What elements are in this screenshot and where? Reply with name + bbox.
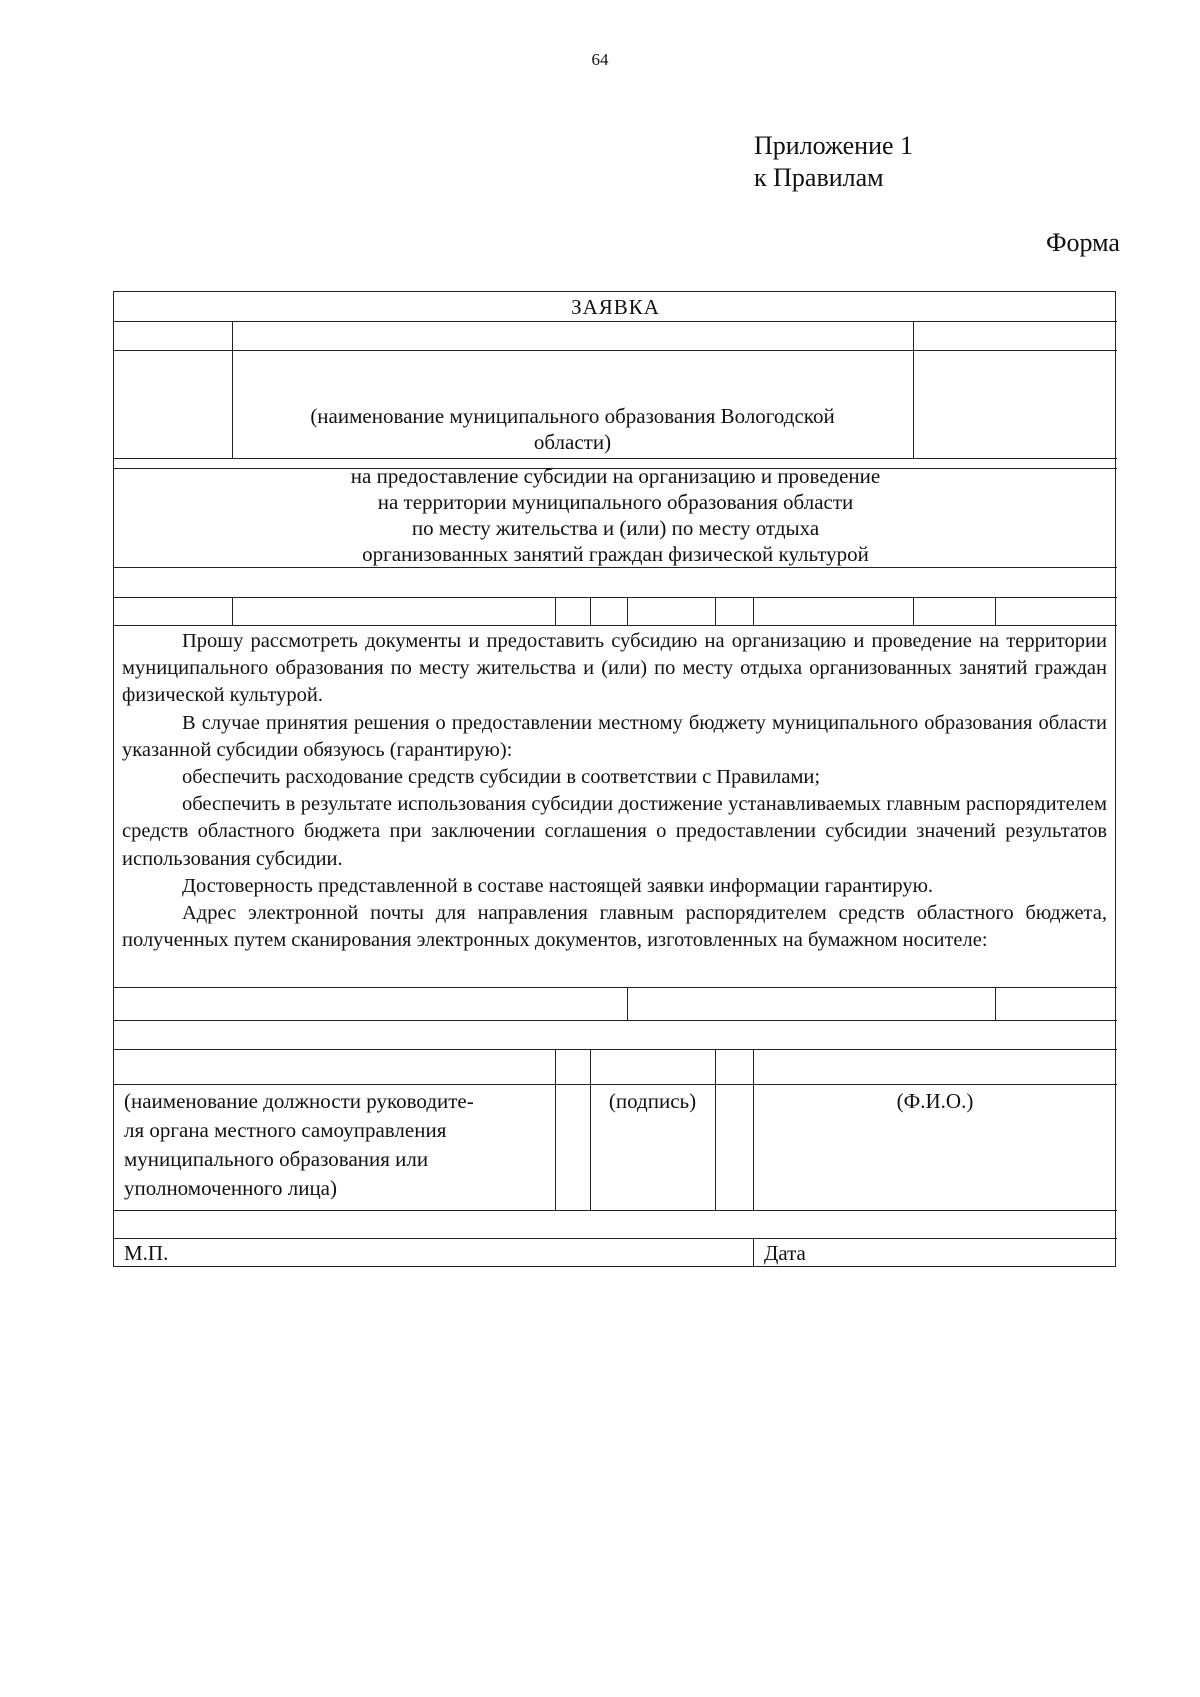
page-number: 64	[591, 50, 609, 69]
grid-line	[590, 1049, 591, 1210]
grid-line	[753, 597, 754, 625]
grid-line	[995, 987, 996, 1020]
position-caption-line-1: (наименование должности руководите-	[124, 1089, 474, 1113]
appendix-line-2: к Правилам	[754, 163, 884, 192]
full-name-caption: (Ф.И.О.)	[896, 1089, 974, 1113]
form-label: Форма	[1046, 228, 1120, 257]
purpose-line-1: на предоставление субсидии на организацию и проведение	[350, 464, 881, 488]
form-title: ЗАЯВКА	[571, 295, 660, 319]
grid-line	[114, 350, 1117, 351]
grid-line	[555, 597, 556, 625]
position-caption-line-2: ля органа местного самоуправления	[124, 1118, 447, 1142]
appendix-line-1: Приложение 1	[754, 131, 914, 160]
grid-line	[913, 321, 914, 458]
grid-line	[715, 1049, 716, 1210]
grid-line	[590, 597, 591, 625]
grid-line	[555, 1049, 556, 1210]
position-caption-line-4: уполномоченного лица)	[124, 1176, 337, 1200]
grid-line	[232, 597, 233, 625]
position-caption-line-3: муниципального образования или	[124, 1147, 429, 1171]
request-body	[122, 628, 1107, 954]
grid-line	[114, 625, 1117, 626]
grid-line	[753, 1238, 754, 1266]
municipality-caption-line-1: (наименование муниципального образования Вологодской	[310, 404, 835, 428]
application-form	[113, 291, 1116, 1267]
reliability-paragraph: Достоверность представленной в составе настоящей заявки информации гарантирую.	[182, 874, 934, 897]
date-label: Дата	[764, 1241, 806, 1265]
grid-line	[114, 1084, 1117, 1085]
stamp-label: М.П.	[124, 1241, 169, 1265]
obligation-item-1: обеспечить расходование средств субсидии в соответствии с Правилами;	[182, 766, 821, 789]
grid-line	[114, 597, 1117, 598]
grid-line	[114, 1238, 1117, 1239]
request-paragraph: Прошу рассмотреть документы и предоставить субсидию на организацию и проведение на территории муниципального образования по месту жительства и (или) по месту отдыха организованных занятий граждан физической культурой.	[122, 630, 1107, 707]
grid-line	[913, 597, 914, 625]
grid-line	[114, 458, 1117, 459]
grid-line	[114, 321, 1117, 322]
grid-line	[114, 1020, 1117, 1021]
grid-line	[753, 1049, 754, 1210]
purpose-line-4: организованных занятий граждан физической культурой	[362, 542, 869, 566]
grid-line	[715, 597, 716, 625]
grid-line	[627, 597, 628, 625]
appendix-header	[754, 130, 913, 194]
grid-line	[627, 987, 628, 1020]
grid-line	[114, 987, 1117, 988]
signature-caption: (подпись)	[608, 1089, 697, 1113]
grid-line	[114, 1049, 1117, 1050]
grid-line	[995, 597, 996, 625]
obligation-item-2: обеспечить в результате использования субсидии достижение устанавливаемых главным распорядителем средств областного бюджета при заключении соглашения о предоставлении субсидии значений результатов использования субсидии.	[122, 793, 1107, 870]
purpose-line-2: на территории муниципального образования области	[377, 490, 854, 514]
grid-line	[114, 1210, 1117, 1211]
obligation-paragraph: В случае принятия решения о предоставлении местному бюджету муниципального образования области указанной субсидии обязуюсь (гарантирую):	[122, 711, 1107, 761]
municipality-caption-line-2: области)	[533, 430, 612, 454]
purpose-line-3: по месту жительства и (или) по месту отдыха	[411, 516, 820, 540]
grid-line	[114, 567, 1117, 568]
email-paragraph: Адрес электронной почты для направления главным распорядителем средств областного бюджета, полученных путем сканирования электронных документов, изготовленных на бумажном носителе:	[122, 902, 1107, 952]
